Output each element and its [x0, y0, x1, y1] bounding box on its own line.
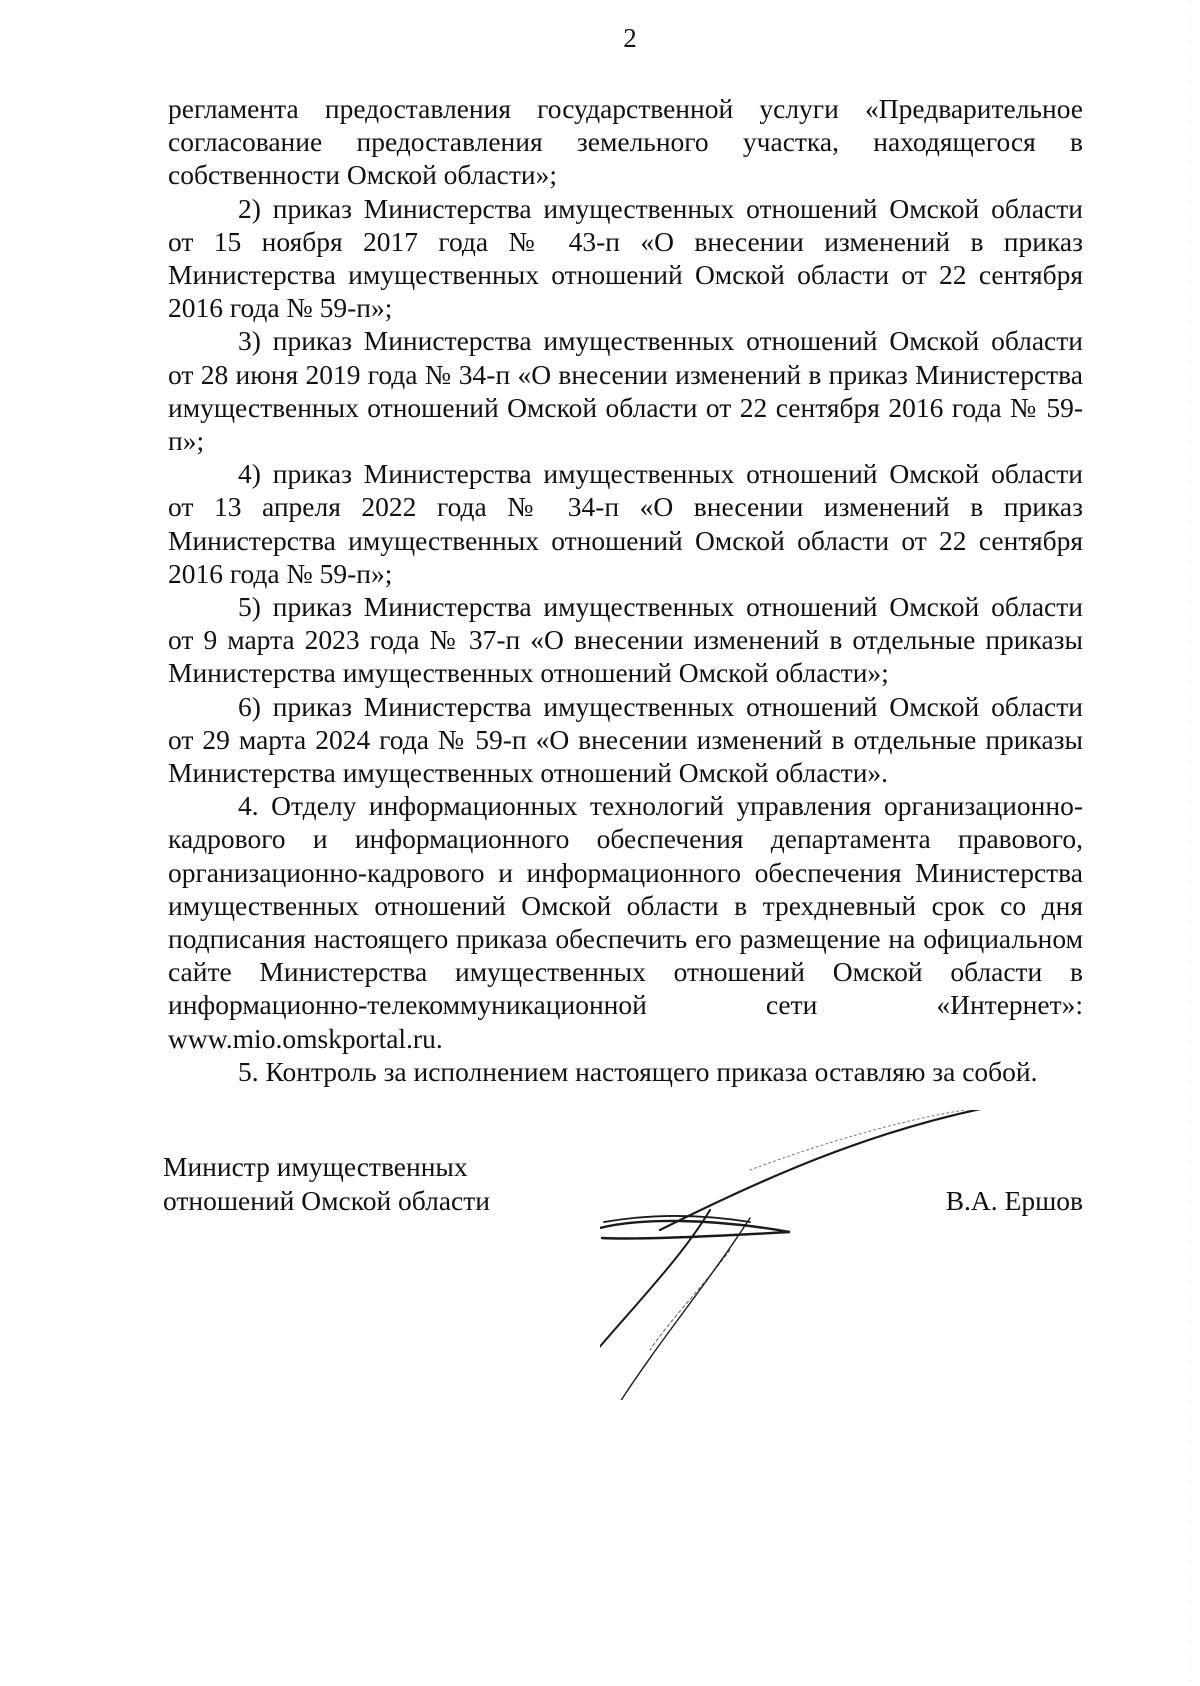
paragraph-clause-4: 4. Отделу информационных технологий управления организационно-кадрового и информационного обеспечения департамента правового, организационно-кадрового и информационного обеспечения Министерства имущественных отношений Омской области в трехдневный срок со дня подписания настоящего приказа обеспечить его размещение на официальном сайте Министерства имущественных отношений Омской области в информационно-телекоммуникационной сети «Интернет»: www.mio.omskportal.ru. — [168, 790, 1083, 1054]
page-number: 2 — [623, 23, 637, 53]
signatory-title-line-2: отношений Омской области — [163, 1185, 490, 1216]
paragraph-clause-5: 5. Контроль за исполнением настоящего приказа оставляю за собой. — [238, 1055, 1038, 1087]
paragraph-item-6: 6) приказ Министерства имущественных отношений Омской области от 29 марта 2024 года № 59-п «О внесении изменений в отдельные приказы Министерства имущественных отношений Омской области». — [168, 690, 1083, 789]
signatory-title-line-1: Министр имущественных — [163, 1151, 468, 1182]
document-body — [168, 92, 1083, 1088]
paragraph-item-3: 3) приказ Министерства имущественных отношений Омской области от 28 июня 2019 года № 34-п «О внесении изменений в приказ Министерства имущественных отношений Омской области от 22 сентября 2016 года № 59-п»; — [168, 325, 1083, 457]
paragraph-item-4: 4) приказ Министерства имущественных отношений Омской области от 13 апреля 2022 года № 34-п «О внесении изменений в приказ Министерства имущественных отношений Омской области от 22 сентября 2016 года № 59-п»; — [168, 458, 1083, 589]
signatory-name: В.А. Ершов — [945, 1185, 1083, 1216]
paragraph-item-5: 5) приказ Министерства имущественных отношений Омской области от 9 марта 2023 года № 37-п «О внесении изменений в отдельные приказы Министерства имущественных отношений Омской области»; — [168, 591, 1083, 689]
scan-margin-artifact — [1188, 0, 1192, 1686]
paragraph-regulation-continuation: регламента предоставления государственной услуги «Предварительное согласование предоставления земельного участка, находящегося в собственности Омской области»; — [168, 93, 1083, 191]
signature-block — [163, 1150, 1083, 1218]
paragraph-item-2: 2) приказ Министерства имущественных отношений Омской области от 15 ноября 2017 года № 43-п «О внесении изменений в приказ Министерства имущественных отношений Омской области от 22 сентября 2016 года № 59-п»; — [168, 192, 1083, 324]
